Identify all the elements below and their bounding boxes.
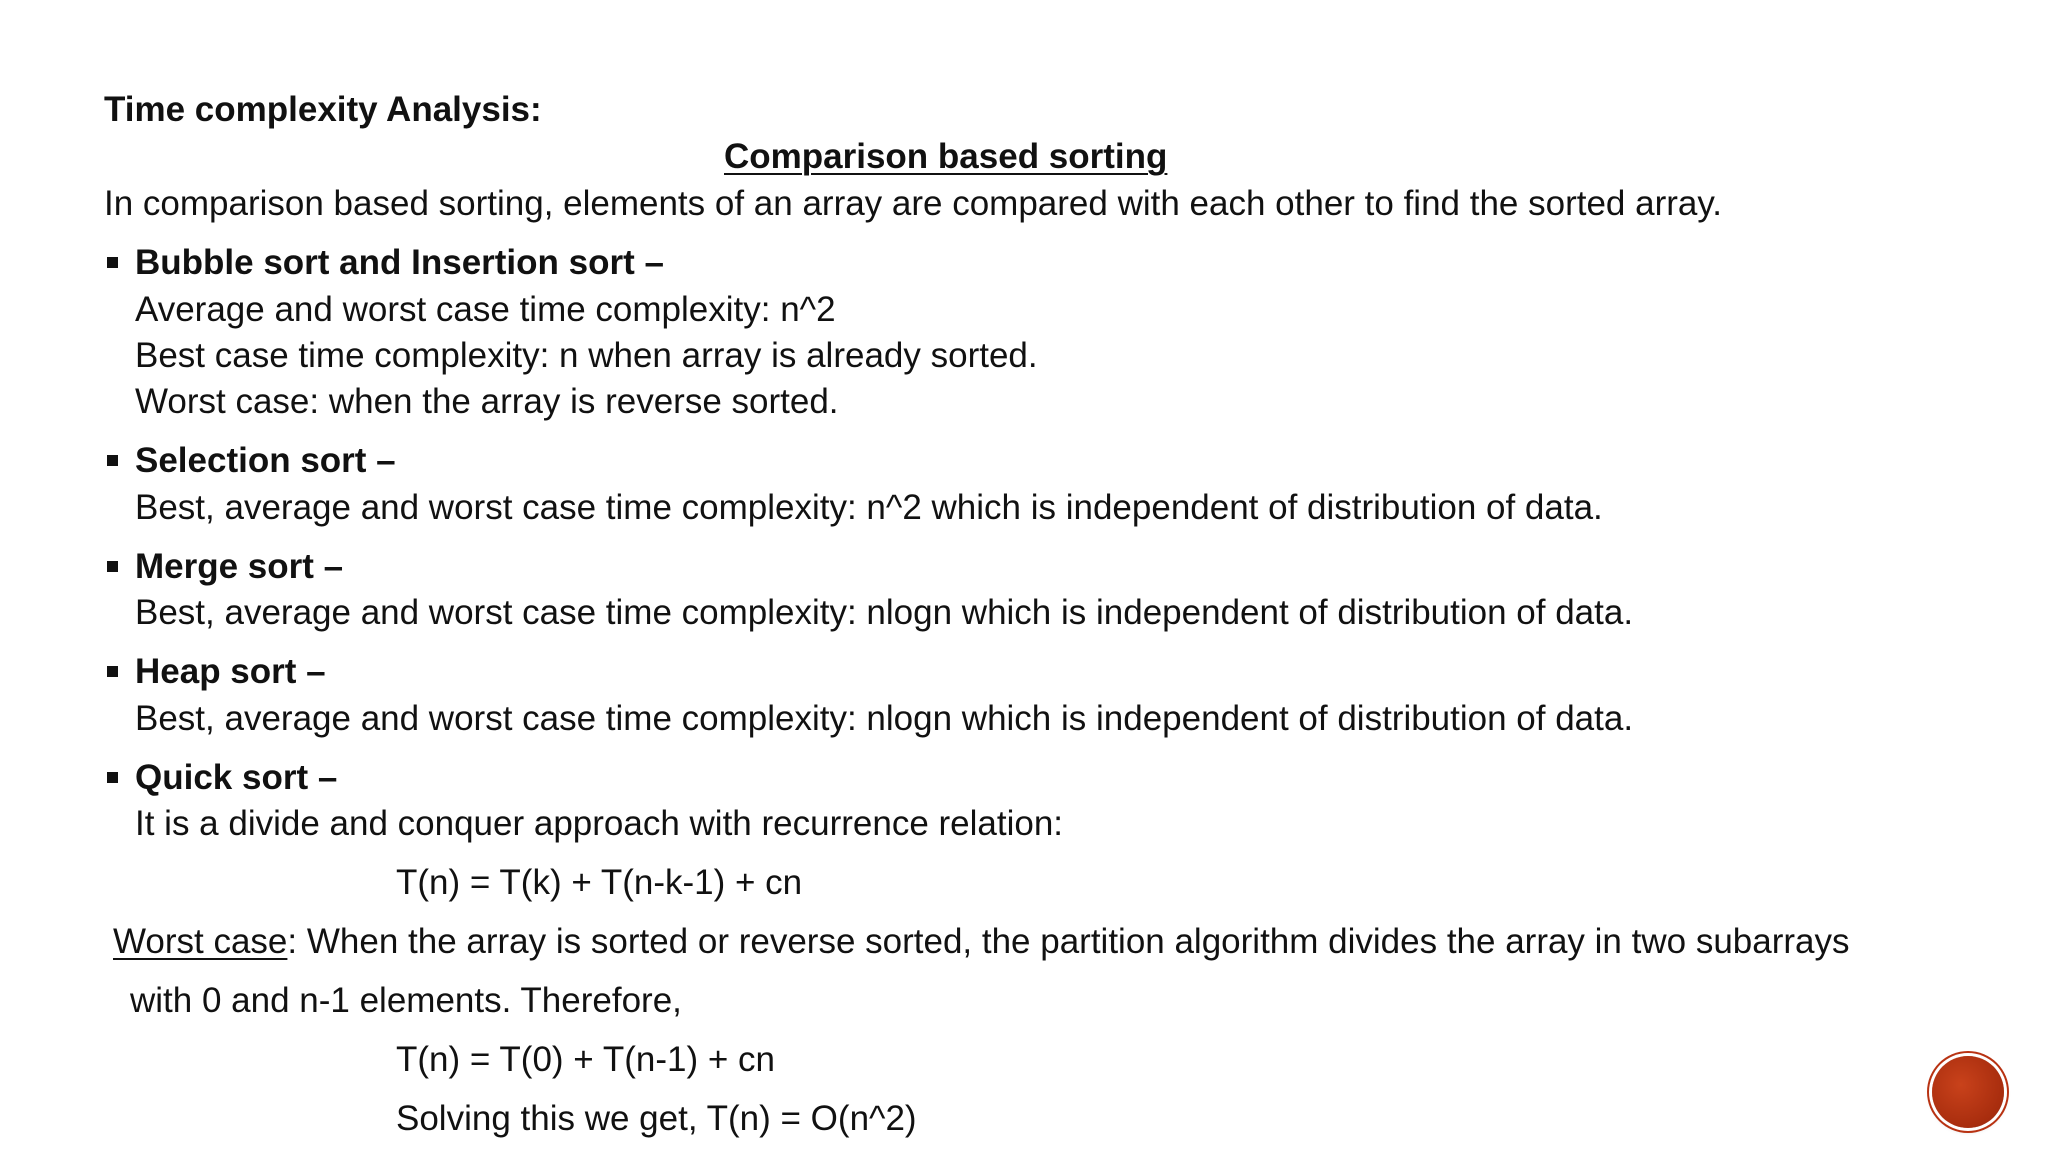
slide-accent-circle-icon xyxy=(1932,1056,2004,1128)
worst-case-text-continued: with 0 and n-1 elements. Therefore, xyxy=(130,981,682,1020)
square-bullet-icon xyxy=(107,772,118,783)
bullet-line: Worst case: when the array is reverse sorted. xyxy=(135,382,839,421)
worst-case-label: Worst case xyxy=(113,922,288,961)
worst-case-recurrence: T(n) = T(0) + T(n-1) + cn xyxy=(396,1040,775,1079)
bullet-title-merge: Merge sort – xyxy=(135,547,344,586)
bullet-title-selection: Selection sort – xyxy=(135,441,396,480)
bullet-line: Best case time complexity: n when array is already sorted. xyxy=(135,336,1038,375)
square-bullet-icon xyxy=(107,666,118,677)
square-bullet-icon xyxy=(107,561,118,572)
bullet-line: Best, average and worst case time complexity: n^2 which is independent of distribution of data. xyxy=(135,488,1603,527)
square-bullet-icon xyxy=(107,257,118,268)
recurrence-relation: T(n) = T(k) + T(n-k-1) + cn xyxy=(396,863,803,902)
bullet-title-quick: Quick sort – xyxy=(135,758,338,797)
worst-case-solution: Solving this we get, T(n) = O(n^2) xyxy=(396,1099,917,1138)
slide-heading: Time complexity Analysis: xyxy=(104,90,542,129)
bullet-line: Best, average and worst case time complexity: nlogn which is independent of distribution of data. xyxy=(135,699,1634,738)
bullet-line: Average and worst case time complexity: n^2 xyxy=(135,290,836,329)
square-bullet-icon xyxy=(107,455,118,466)
bullet-title-heap: Heap sort – xyxy=(135,652,326,691)
slide-subtitle: Comparison based sorting xyxy=(724,137,1168,176)
bullet-line: It is a divide and conquer approach with recurrence relation: xyxy=(135,804,1064,843)
worst-case-text: : When the array is sorted or reverse sorted, the partition algorithm divides the array in two subarrays xyxy=(287,922,1850,961)
bullet-title-bubble-insertion: Bubble sort and Insertion sort – xyxy=(135,243,664,282)
intro-text: In comparison based sorting, elements of an array are compared with each other to find the sorted array. xyxy=(104,184,1722,223)
bullet-line: Best, average and worst case time complexity: nlogn which is independent of distribution of data. xyxy=(135,593,1634,632)
worst-case-paragraph xyxy=(113,920,1850,964)
